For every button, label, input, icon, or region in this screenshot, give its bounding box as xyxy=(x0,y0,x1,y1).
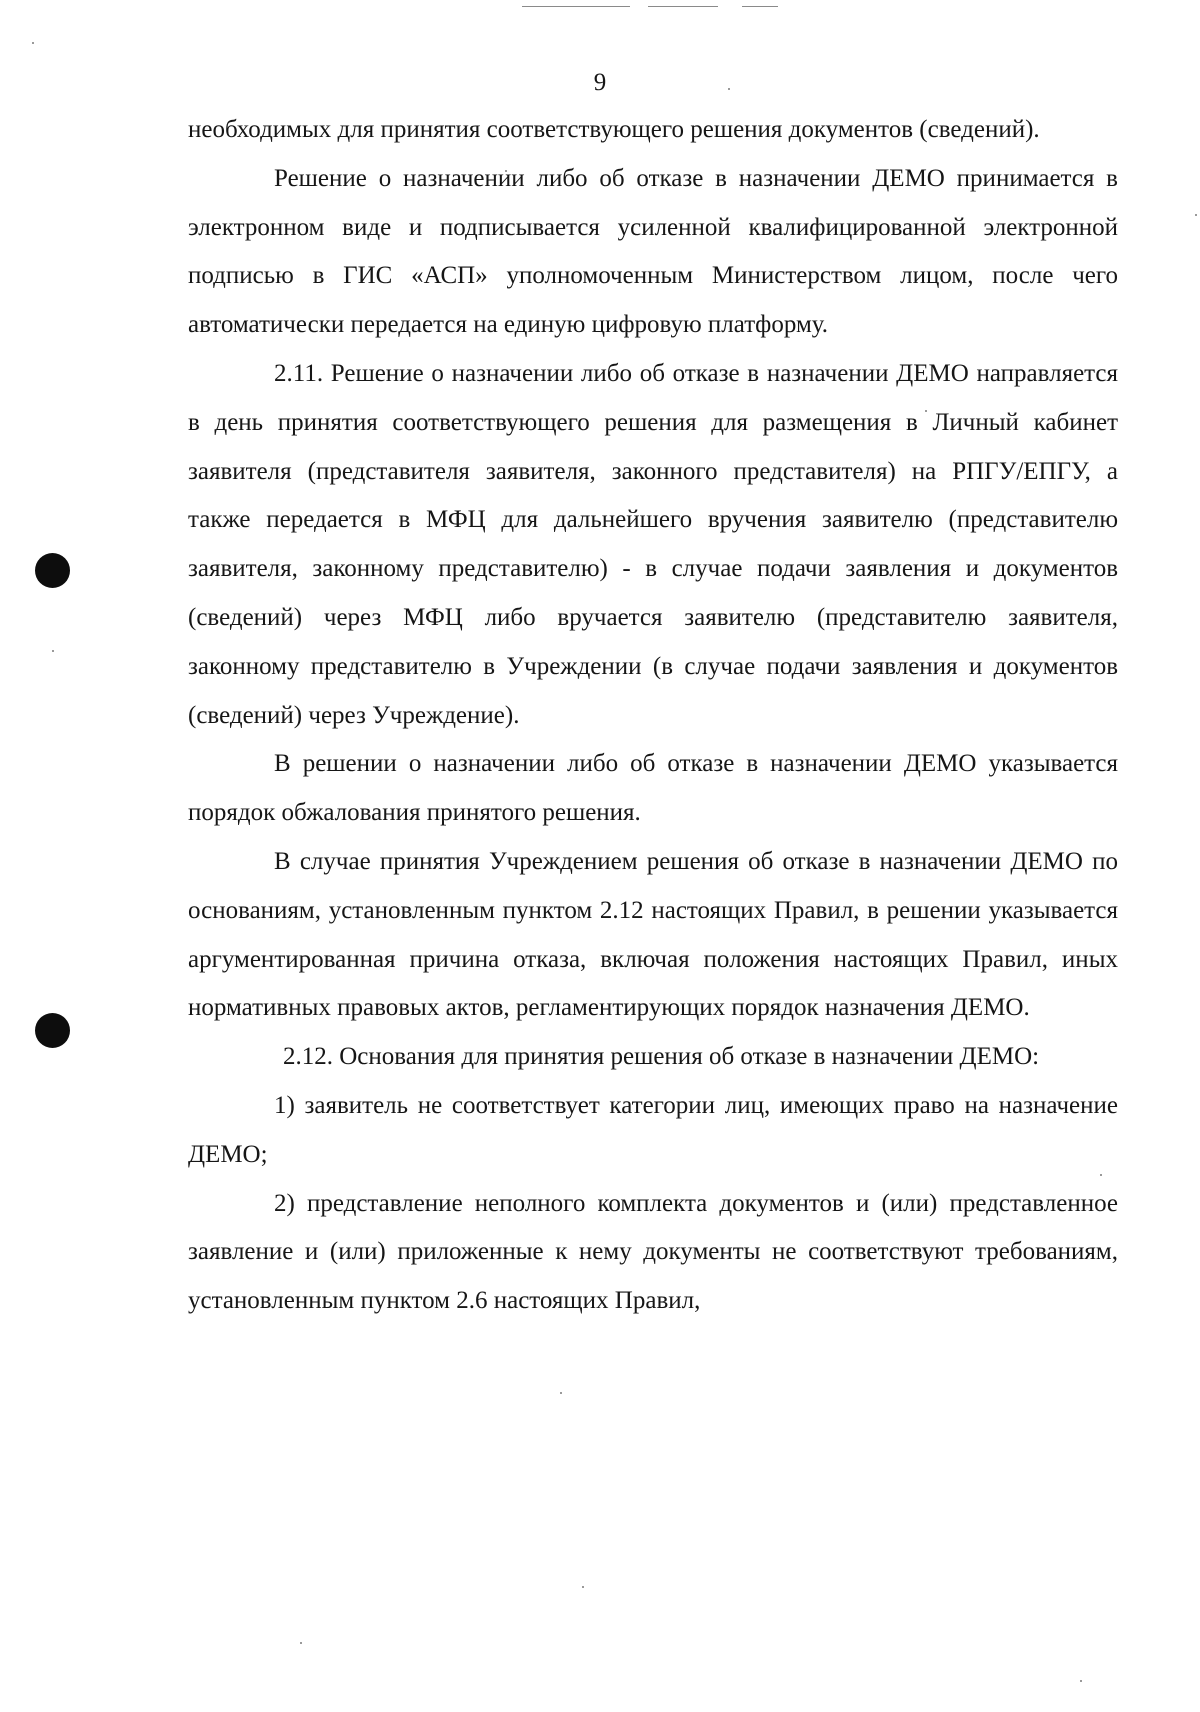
scan-speck xyxy=(52,650,54,652)
list-item-1: 1) заявитель не соответствует категории лиц, имеющих право на назначение ДЕМО; xyxy=(188,1091,1118,1168)
top-edge-rule xyxy=(648,6,718,7)
scan-speck xyxy=(560,1392,562,1394)
scan-speck xyxy=(582,1586,584,1588)
top-edge-rule xyxy=(522,6,630,7)
paragraph-2-11: 2.11. Решение о назначении либо об отказе в назначении ДЕМО направляется в день принятия соответствующего решения для размещения в Личный кабинет заявителя (представителя заявителя, законного представителя) на РПГУ/ЕПГУ, а также передается в МФЦ для дальнейшего вручения заявителю (представителю заявителя, законному представителю) - в случае подачи заявления и документов (сведений) через МФЦ либо вручается заявителю (представителю заявителя, законному представителю в Учреждении (в случае подачи заявления и документов (сведений) через Учреждение). xyxy=(188,359,1118,729)
paragraph-2-12: 2.12. Основания для принятия решения об отказе в назначении ДЕМО: xyxy=(283,1043,1040,1071)
scan-speck xyxy=(300,1642,302,1644)
scan-speck xyxy=(1080,1680,1082,1682)
top-edge-rule xyxy=(742,6,778,7)
list-item-2: 2) представление неполного комплекта документов и (или) представленное заявление и (или) приложенные к нему документы не соответствуют требованиям, установленным пунктом 2.6 настоящих Правил, xyxy=(188,1189,1118,1315)
paragraph-decision-signing: Решение о назначении либо об отказе в назначении ДЕМО принимается в электронном виде и подписывается усиленной квалифицированной электронной подписью в ГИС «АСП» уполномоченным Министерством лицом, после чего автоматически передается на единую цифровую платформу. xyxy=(188,164,1118,339)
paragraph-refusal-reasons: В случае принятия Учреждением решения об отказе в назначении ДЕМО по основаниям, установленным пунктом 2.12 настоящих Правил, в решении указывается аргументированная причина отказа, включая положения настоящих Правил, иных нормативных правовых актов, регламентирующих порядок назначения ДЕМО. xyxy=(188,847,1118,1022)
punch-hole-mark xyxy=(35,553,70,588)
punch-hole-mark xyxy=(35,1013,70,1048)
scan-speck xyxy=(32,42,34,44)
scan-speck xyxy=(728,88,730,90)
page-number: 9 xyxy=(593,69,607,96)
paragraph-appeal-procedure: В решении о назначении либо об отказе в назначении ДЕМО указывается порядок обжалования принятого решения. xyxy=(188,750,1118,827)
document-body xyxy=(188,106,1118,1326)
paragraph-continuation: необходимых для принятия соответствующего решения документов (сведений). xyxy=(188,116,1040,143)
scan-speck xyxy=(1195,214,1197,216)
